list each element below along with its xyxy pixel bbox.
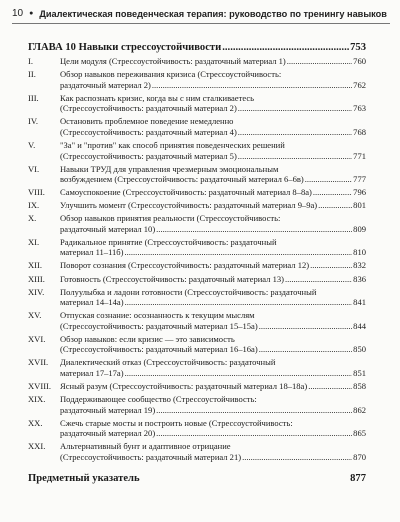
- leader-dots: [305, 174, 352, 185]
- leader-dots: [285, 274, 352, 285]
- index-title: Предметный указатель: [28, 473, 140, 484]
- entry-title-continuation: (Стрессоустойчивость: раздаточный материал 15–15а): [60, 320, 258, 331]
- entry-title-line-2: [60, 452, 366, 463]
- entry-body: [60, 260, 366, 271]
- leader-dots: [308, 381, 352, 392]
- chapter-heading[interactable]: [28, 42, 366, 54]
- toc-entry[interactable]: [28, 418, 366, 439]
- page-number: 10: [12, 8, 24, 19]
- entry-number: IV.: [28, 116, 39, 127]
- entry-page: 762: [353, 79, 366, 90]
- entry-page: 777: [353, 174, 366, 185]
- entry-title-line-1: "За" и "против" как способ принятия поведенческих решений: [60, 139, 285, 150]
- entry-page: 841: [353, 297, 366, 308]
- leader-dots: [125, 368, 353, 379]
- leader-dots: [310, 260, 352, 271]
- entry-page: 768: [353, 126, 366, 137]
- entry-title-line-1: Как распознать кризис, когда вы с ним сталкиваетесь: [60, 92, 255, 103]
- entry-title-line-2: [60, 127, 366, 138]
- entry-title-continuation: (Стрессоустойчивость: раздаточный материал 5): [60, 150, 237, 161]
- leader-dots: [125, 247, 353, 258]
- entry-title-continuation: раздаточный материал 20): [60, 428, 156, 439]
- entry-title-line-1: Радикальное принятие (Стрессоустойчивость: раздаточный: [60, 236, 277, 247]
- entry-title-line-2: [60, 103, 366, 114]
- entry-body: [60, 69, 366, 90]
- entry-title-line-2: [60, 151, 366, 162]
- leader-dots: [222, 42, 349, 54]
- leader-dots: [287, 56, 352, 67]
- toc-entry[interactable]: [28, 334, 366, 355]
- entry-number: XXI.: [28, 441, 46, 452]
- entry-body: [60, 334, 366, 355]
- bullet-separator: ●: [29, 10, 34, 17]
- entry-title-continuation: (Стрессоустойчивость: раздаточный материал 2): [60, 103, 237, 114]
- entry-title-line-1: Обзор навыков: если кризис — это зависимость: [60, 333, 235, 344]
- leader-dots: [318, 200, 352, 211]
- entry-body: [60, 140, 366, 161]
- entry-body: [60, 381, 366, 392]
- entry-title-line-1: Сжечь старые мосты и построить новые (Стрессоустойчивость:: [60, 417, 293, 428]
- entry-number: II.: [28, 69, 36, 80]
- entry-title-line-1: Альтернативный бунт и адаптивное отрицание: [60, 441, 231, 452]
- toc-entry[interactable]: [28, 69, 366, 90]
- entry-number: XVII.: [28, 357, 49, 368]
- leader-dots: [238, 151, 352, 162]
- entry-body: [60, 116, 366, 137]
- entry-title-line-2: [60, 247, 366, 258]
- entry-page: 771: [353, 150, 366, 161]
- entry-title-continuation: раздаточный материал 19): [60, 404, 156, 415]
- entry-page: 810: [353, 247, 366, 258]
- leader-dots: [125, 297, 353, 308]
- chapter-title: ГЛАВА 10 Навыки стрессоустойчивости: [28, 42, 222, 53]
- entry-title-line-2: [60, 80, 366, 91]
- entry-number: VIII.: [28, 187, 45, 198]
- leader-dots: [141, 473, 350, 485]
- entry-page: 832: [353, 260, 366, 271]
- toc-entry[interactable]: [28, 274, 366, 285]
- entry-number: I.: [28, 56, 33, 66]
- leader-dots: [156, 224, 352, 235]
- entry-number: XIV.: [28, 286, 45, 297]
- toc-entry[interactable]: [28, 116, 366, 137]
- entry-page: 858: [353, 381, 366, 392]
- toc-entry[interactable]: [28, 260, 366, 271]
- toc-entry[interactable]: [28, 287, 366, 308]
- entry-title: Цели модуля (Стрессоустойчивость: раздаточный материал 1): [60, 56, 286, 66]
- entry-page: 809: [353, 223, 366, 234]
- entry-title-continuation: (Стрессоустойчивость: раздаточный материал 4): [60, 126, 237, 137]
- entry-title-line-2: [60, 428, 366, 439]
- toc-entry[interactable]: [28, 441, 366, 462]
- entry-page: 851: [353, 368, 366, 378]
- entry-title-line-1: Обзор навыков принятия реальности (Стрессоустойчивость:: [60, 213, 281, 224]
- leader-dots: [156, 405, 352, 416]
- entry-title: Улучшить момент (Стрессоустойчивость: раздаточный материал 9–9а): [60, 200, 318, 211]
- entry-title-line-1: Полуулыбка и ладони готовности (Стрессоустойчивость: раздаточный: [60, 286, 317, 297]
- entry-body: [60, 394, 366, 415]
- entry-title-continuation: материал 17–17а): [60, 368, 124, 378]
- entry-body: [60, 418, 366, 439]
- entry-title: Поворот сознания (Стрессоустойчивость: раздаточный материал 12): [60, 260, 310, 271]
- entry-body: [60, 274, 366, 285]
- entry-body: [60, 310, 366, 331]
- toc-entry[interactable]: [28, 187, 366, 198]
- entry-number: IX.: [28, 200, 40, 211]
- toc-entry[interactable]: [28, 213, 366, 234]
- entry-body: [60, 357, 366, 378]
- entry-title-continuation: раздаточный материал 2): [60, 79, 151, 90]
- entry-title-line-1: Остановить проблемное поведение немедленно: [60, 116, 234, 127]
- leader-dots: [238, 127, 352, 138]
- entry-page: 870: [353, 451, 366, 462]
- entry-number: XIX.: [28, 394, 46, 405]
- leader-dots: [238, 103, 352, 114]
- entry-title-continuation: материал 11–11б): [60, 247, 124, 258]
- entry-number: XV.: [28, 310, 42, 321]
- entry-body: [60, 441, 366, 462]
- running-header: [12, 8, 390, 19]
- entry-page: 850: [353, 344, 366, 355]
- entry-title-continuation: возбуждением (Стрессоустойчивость: раздаточный материал 6–6в): [60, 174, 304, 185]
- chapter-page: 753: [350, 42, 366, 53]
- entry-title-continuation: материал 14–14а): [60, 297, 124, 308]
- entry-page: 801: [353, 200, 366, 211]
- leader-dots: [259, 321, 352, 332]
- entry-number: XIII.: [28, 273, 45, 284]
- entry-title-line-2: [60, 368, 366, 379]
- entry-title-line-2: [60, 344, 366, 355]
- toc-entry[interactable]: [28, 140, 366, 161]
- entry-number: XII.: [28, 260, 43, 271]
- entry-body: [60, 287, 366, 308]
- index-page: 877: [350, 473, 366, 484]
- entry-title-line-1: Отпуская сознание: осознанность к текущим мыслям: [60, 310, 255, 321]
- entry-page: 763: [353, 103, 366, 114]
- table-of-contents: [28, 56, 366, 465]
- entry-body: [60, 213, 366, 234]
- entry-body: [60, 93, 366, 114]
- entry-title-continuation: раздаточный материал 10): [60, 223, 156, 234]
- entry-title: Ясный разум (Стрессоустойчивость: раздаточный материал 18–18а): [60, 381, 308, 392]
- entry-title-line-2: [60, 321, 366, 332]
- header-rule: [12, 23, 390, 24]
- entry-number: III.: [28, 92, 39, 103]
- entry-page: 865: [353, 428, 366, 439]
- entry-title-line-1: Поддерживающее сообщество (Стрессоустойчивость:: [60, 394, 257, 405]
- entry-number: X.: [28, 213, 37, 224]
- entry-body: [60, 164, 366, 185]
- toc-entry[interactable]: [28, 310, 366, 331]
- toc-entry[interactable]: [28, 394, 366, 415]
- toc-entry[interactable]: [28, 93, 366, 114]
- entry-number: V.: [28, 139, 36, 150]
- entry-title-continuation: (Стрессоустойчивость: раздаточный материал 21): [60, 451, 242, 462]
- toc-entry[interactable]: [28, 381, 366, 392]
- toc-entry[interactable]: [28, 357, 366, 378]
- leader-dots: [152, 80, 352, 91]
- entry-body: [60, 56, 366, 67]
- toc-entry[interactable]: [28, 237, 366, 258]
- toc-entry[interactable]: [28, 200, 366, 211]
- entry-body: [60, 187, 366, 198]
- entry-title: Готовность (Стрессоустойчивость: раздаточный материал 13): [60, 273, 284, 284]
- running-title: Диалектическая поведенческая терапия: руководство по тренингу навыков: [39, 8, 387, 19]
- entry-number: VI.: [28, 163, 40, 174]
- entry-body: [60, 200, 366, 211]
- entry-page: 760: [353, 56, 366, 66]
- leader-dots: [156, 428, 352, 439]
- entry-page: 844: [353, 320, 366, 331]
- index-entry[interactable]: [28, 473, 366, 485]
- entry-page: 862: [353, 404, 366, 415]
- entry-number: XVIII.: [28, 381, 52, 392]
- entry-number: XI.: [28, 236, 40, 247]
- entry-title-line-2: [60, 297, 366, 308]
- entry-title-line-1: Навыки ТРУД для управления чрезмерным эмоциональным: [60, 163, 279, 174]
- entry-title-line-2: [60, 405, 366, 416]
- entry-title-line-1: Диалектический отказ (Стрессоустойчивость: раздаточный: [60, 357, 276, 368]
- leader-dots: [259, 344, 352, 355]
- entry-page: 796: [353, 187, 366, 198]
- leader-dots: [242, 452, 352, 463]
- entry-title-line-2: [60, 174, 366, 185]
- leader-dots: [313, 187, 352, 198]
- entry-title-line-1: Обзор навыков переживания кризиса (Стрессоустойчивость:: [60, 69, 282, 80]
- entry-number: XVI.: [28, 333, 46, 344]
- entry-title: Самоуспокоение (Стрессоустойчивость: раздаточный материал 8–8а): [60, 187, 312, 198]
- toc-entry[interactable]: [28, 164, 366, 185]
- entry-number: XX.: [28, 417, 43, 428]
- entry-body: [60, 237, 366, 258]
- entry-title-continuation: (Стрессоустойчивость: раздаточный материал 16–16а): [60, 344, 258, 355]
- entry-title-line-2: [60, 224, 366, 235]
- toc-entry[interactable]: [28, 56, 366, 67]
- entry-page: 836: [353, 273, 366, 284]
